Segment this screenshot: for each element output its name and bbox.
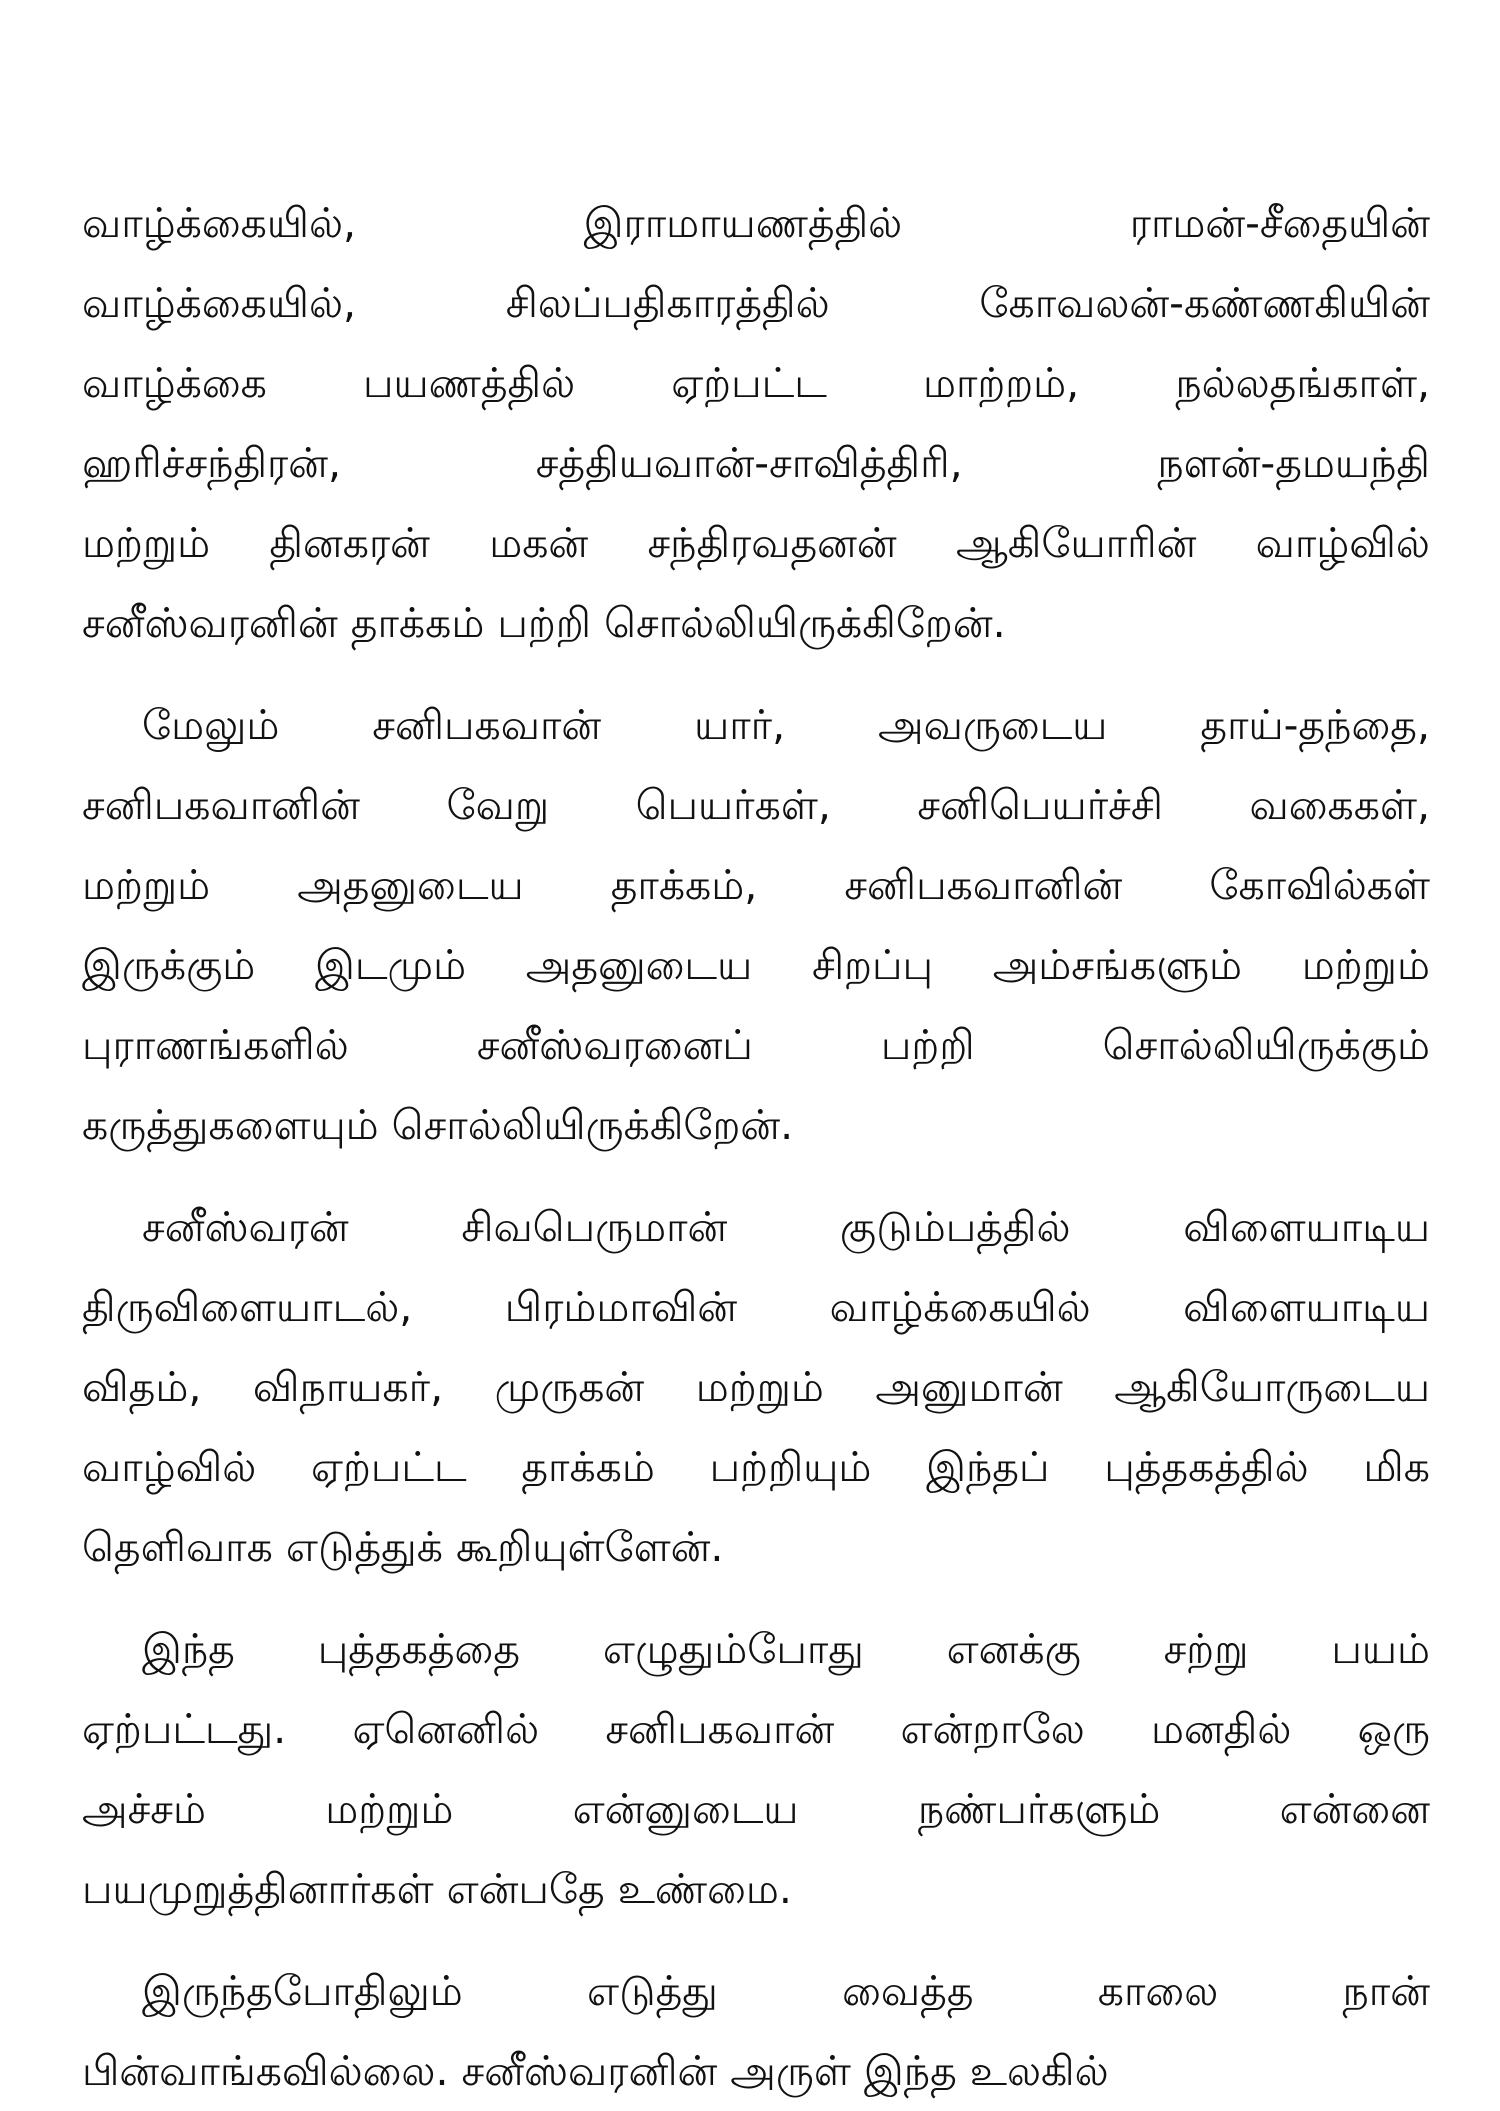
word: வேறு [446, 781, 550, 829]
word: மகன் [489, 519, 589, 567]
text-line [82, 503, 1430, 583]
word: புத்தகத்தை [317, 1625, 521, 1673]
word: மற்றும் [1301, 941, 1430, 989]
text-line: பின்வாங்கவில்லை. சனீஸ்வரனின் அருள் இந்த உலகில் [82, 2047, 1109, 2095]
word: நளன்-தமயந்தி [1157, 439, 1430, 487]
word: சனீஸ்வரன் [142, 1203, 349, 1251]
word: வாழ்வில் [1255, 519, 1430, 567]
word: மேலும் [142, 701, 280, 749]
word: என்னை [1279, 1785, 1430, 1833]
word: மற்றும் [82, 861, 211, 909]
word: மற்றும் [325, 1785, 454, 1833]
text-line [82, 183, 1430, 263]
word: கோவலன்-கண்ணகியின் [979, 279, 1430, 327]
paragraph-1 [82, 183, 1430, 663]
word: தாக்கம் [521, 1443, 655, 1491]
text-line [82, 343, 1430, 423]
text-line [82, 1187, 1430, 1267]
word: சனிபகவான் [372, 701, 602, 749]
word: வாழ்க்கையில், [82, 279, 357, 327]
text-line: கருத்துகளையும் சொல்லியிருக்கிறேன். [82, 1101, 794, 1149]
word: ஏற்பட்ட [311, 1443, 467, 1491]
word: நண்பர்களும் [917, 1785, 1161, 1833]
word: ஏனெனில் [352, 1705, 540, 1753]
word: தினகரன் [269, 519, 430, 567]
word: எழுதும்போது [602, 1625, 864, 1673]
word: சத்தியவான்-சாவித்திரி, [535, 439, 963, 487]
word: புராணங்களில் [82, 1021, 349, 1069]
word: குடும்பத்தில் [839, 1203, 1071, 1251]
word: மற்றும் [82, 519, 211, 567]
body-text [82, 183, 1430, 2111]
word: மற்றும் [695, 1363, 824, 1411]
word: பெயர்கள், [635, 781, 831, 829]
word: அதனுடைய [525, 941, 753, 989]
word: சனிபகவானின் [82, 781, 360, 829]
word: மிக [1363, 1443, 1430, 1491]
word: விநாயகர், [252, 1363, 444, 1411]
word: சனீஸ்வரனைப் [476, 1021, 753, 1069]
paragraph-5 [82, 1951, 1430, 2111]
word: இடமும் [315, 941, 467, 989]
word: இந்த [142, 1625, 235, 1673]
word: அதனுடைய [297, 861, 524, 909]
text-line: சனீஸ்வரனின் தாக்கம் பற்றி சொல்லியிருக்கிறேன். [82, 599, 1006, 647]
text-line [82, 423, 1430, 503]
word: வைத்த [842, 1967, 974, 2015]
text-line [82, 845, 1430, 925]
text-line [82, 765, 1430, 845]
word: பிரம்மாவின் [504, 1283, 738, 1331]
word: தாய்-தந்தை, [1200, 701, 1430, 749]
word: அம்சங்களும் [992, 941, 1243, 989]
text-line [82, 925, 1430, 1005]
word: காலை [1097, 1967, 1219, 2015]
word: பயம் [1331, 1625, 1430, 1673]
word: ஏற்பட்ட [671, 359, 827, 407]
word: விதம், [82, 1363, 202, 1411]
word: வாழ்வில் [82, 1443, 257, 1491]
word: திருவிளையாடல், [82, 1283, 413, 1331]
word: வாழ்க்கை [82, 359, 267, 407]
word: மனதில் [1151, 1705, 1292, 1753]
word: இராமாயணத்தில் [583, 199, 903, 247]
word: ஆகியோரின் [955, 519, 1197, 567]
text-line [82, 1427, 1430, 1507]
word: பயணத்தில் [363, 359, 576, 407]
word: ஆகியோருடைய [1114, 1363, 1430, 1411]
word: கோவில்கள் [1209, 861, 1430, 909]
word: இருக்கும் [82, 941, 256, 989]
text-line [82, 1267, 1430, 1347]
word: வாழ்க்கையில் [829, 1283, 1091, 1331]
word: முருகன் [494, 1363, 645, 1411]
text-line [82, 685, 1430, 765]
word: என்னுடைய [572, 1785, 799, 1833]
word: வாழ்க்கையில், [82, 199, 357, 247]
word: சற்று [1163, 1625, 1249, 1673]
word: இருந்தபோதிலும் [142, 1967, 463, 2015]
word: விளையாடிய [1183, 1283, 1430, 1331]
word: ராமன்-சீதையின் [1129, 199, 1430, 247]
word: விளையாடிய [1183, 1203, 1430, 1251]
text-line [82, 263, 1430, 343]
word: யார், [694, 701, 786, 749]
word: என்றாலே [900, 1705, 1085, 1753]
word: ஒரு [1357, 1705, 1430, 1753]
word: ஏற்பட்டது. [82, 1705, 287, 1753]
text-line [82, 1951, 1430, 2031]
text-line [82, 1005, 1430, 1085]
text-line [82, 1769, 1430, 1849]
paragraph-2 [82, 685, 1430, 1165]
word: புத்தகத்தில் [1104, 1443, 1309, 1491]
word: சொல்லியிருக்கும் [1102, 1021, 1430, 1069]
word: சனிபகவானின் [844, 861, 1123, 909]
word: பற்றியும் [709, 1443, 872, 1491]
word: சந்திரவதனன் [647, 519, 897, 567]
word: அவருடைய [878, 701, 1108, 749]
word: நான் [1342, 1967, 1430, 2015]
word: சனிபெயர்ச்சி [917, 781, 1163, 829]
word: அனுமான் [875, 1363, 1063, 1411]
text-line: தெளிவாக எடுத்துக் கூறியுள்ளேன். [82, 1523, 724, 1571]
word: சனிபகவான் [605, 1705, 835, 1753]
word: நல்லதங்காள், [1175, 359, 1430, 407]
text-line [82, 1689, 1430, 1769]
word: பற்றி [880, 1021, 975, 1069]
text-line [82, 1609, 1430, 1689]
word: வகைகள், [1249, 781, 1430, 829]
word: எடுத்து [587, 1967, 718, 2015]
text-line [82, 1347, 1430, 1427]
word: சிவபெருமான் [461, 1203, 728, 1251]
paragraph-4 [82, 1609, 1430, 1929]
word: தாக்கம், [610, 861, 758, 909]
word: சிறப்பு [811, 941, 933, 989]
word: மாற்றம், [922, 359, 1080, 407]
word: ஹரிச்சந்திரன், [82, 439, 342, 487]
word: இந்தப் [926, 1443, 1050, 1491]
paragraph-3 [82, 1187, 1430, 1587]
word: சிலப்பதிகாரத்தில் [505, 279, 830, 327]
word: எனக்கு [946, 1625, 1081, 1673]
text-line: பயமுறுத்தினார்கள் என்பதே உண்மை. [82, 1865, 792, 1913]
word: அச்சம் [82, 1785, 206, 1833]
